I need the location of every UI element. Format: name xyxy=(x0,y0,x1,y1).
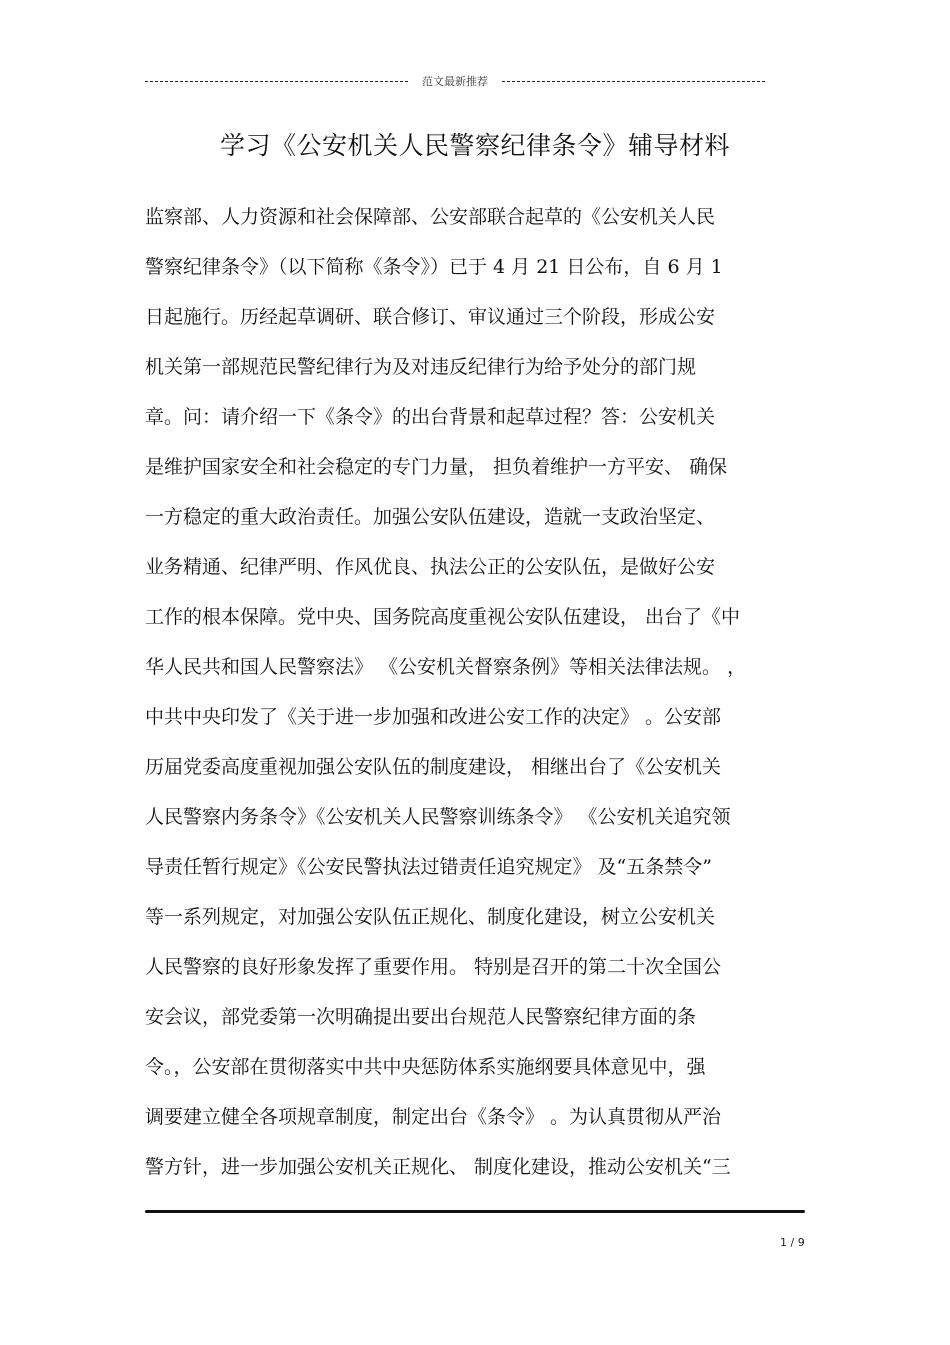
body-line: 历届党委高度重视加强公安队伍的制度建设， 相继出台了《公安机关 xyxy=(145,756,722,778)
body-line: 业务精通、纪律严明、作风优良、执法公正的公安队伍，是做好公安 xyxy=(145,556,716,578)
body-line: 等一系列规定，对加强公安队伍正规化、制度化建设，树立公安机关 xyxy=(145,906,716,928)
body-line: 令。，公安部在贯彻落实中共中央惩防体系实施纲要具体意见中，强 xyxy=(145,1056,706,1078)
body-line: 一方稳定的重大政治责任。加强公安队伍建设，造就一支政治坚定、 xyxy=(145,506,716,528)
body-line: 日起施行。历经起草调研、联合修订、审议通过三个阶段，形成公安 xyxy=(145,306,716,328)
header-dashed-rule-left xyxy=(145,81,408,82)
body-line: 章。问：请介绍一下《条令》的出台背景和起草过程？答：公安机关 xyxy=(145,406,716,428)
body-line: 警方针，进一步加强公安机关正规化、 制度化建设，推动公安机关“三 xyxy=(145,1156,731,1178)
page-number: 1 / 9 xyxy=(780,1236,805,1249)
body-line: 工作的根本保障。党中央、国务院高度重视公安队伍建设， 出台了《中 xyxy=(145,606,741,628)
header-label: 范文最新推荐 xyxy=(422,75,488,88)
body-line: 中共中央印发了《关于进一步加强和改进公安工作的决定》 。公安部 xyxy=(145,706,722,728)
body-line: 安会议，部党委第一次明确提出要出台规范人民警察纪律方面的条 xyxy=(145,1006,697,1028)
body-line: 监察部、人力资源和社会保障部、公安部联合起草的《公安机关人民 xyxy=(145,206,716,228)
document-title: 学习《公安机关人民警察纪律条令》辅导材料 xyxy=(219,131,730,160)
body-line: 调要建立健全各项规章制度，制定出台《条令》 。为认真贯彻从严治 xyxy=(145,1106,722,1128)
footer-rule xyxy=(145,1210,805,1213)
body-line: 导责任暂行规定》《公安民警执法过错责任追究规定》 及“五条禁令” xyxy=(145,856,712,878)
body-line: 是维护国家安全和社会稳定的专门力量， 担负着维护一方平安、 确保 xyxy=(145,456,728,478)
body-line: 警察纪律条令》（以下简称《条令》）已于 4 月 21 日公布，自 6 月 1 xyxy=(145,256,723,278)
body-line: 机关第一部规范民警纪律行为及对违反纪律行为给予处分的部门规 xyxy=(145,356,697,378)
page-header xyxy=(145,71,765,91)
header-dashed-rule-right xyxy=(502,81,765,82)
body-line: 人民警察的良好形象发挥了重要作用。 特别是召开的第二十次全国公 xyxy=(145,956,722,978)
body-line: 人民警察内务条令》《公安机关人民警察训练条令》 《公安机关追究领 xyxy=(145,806,731,828)
body-line: 华人民共和国人民警察法》 《公安机关督察条例》等相关法律法规。 ， xyxy=(145,656,747,678)
